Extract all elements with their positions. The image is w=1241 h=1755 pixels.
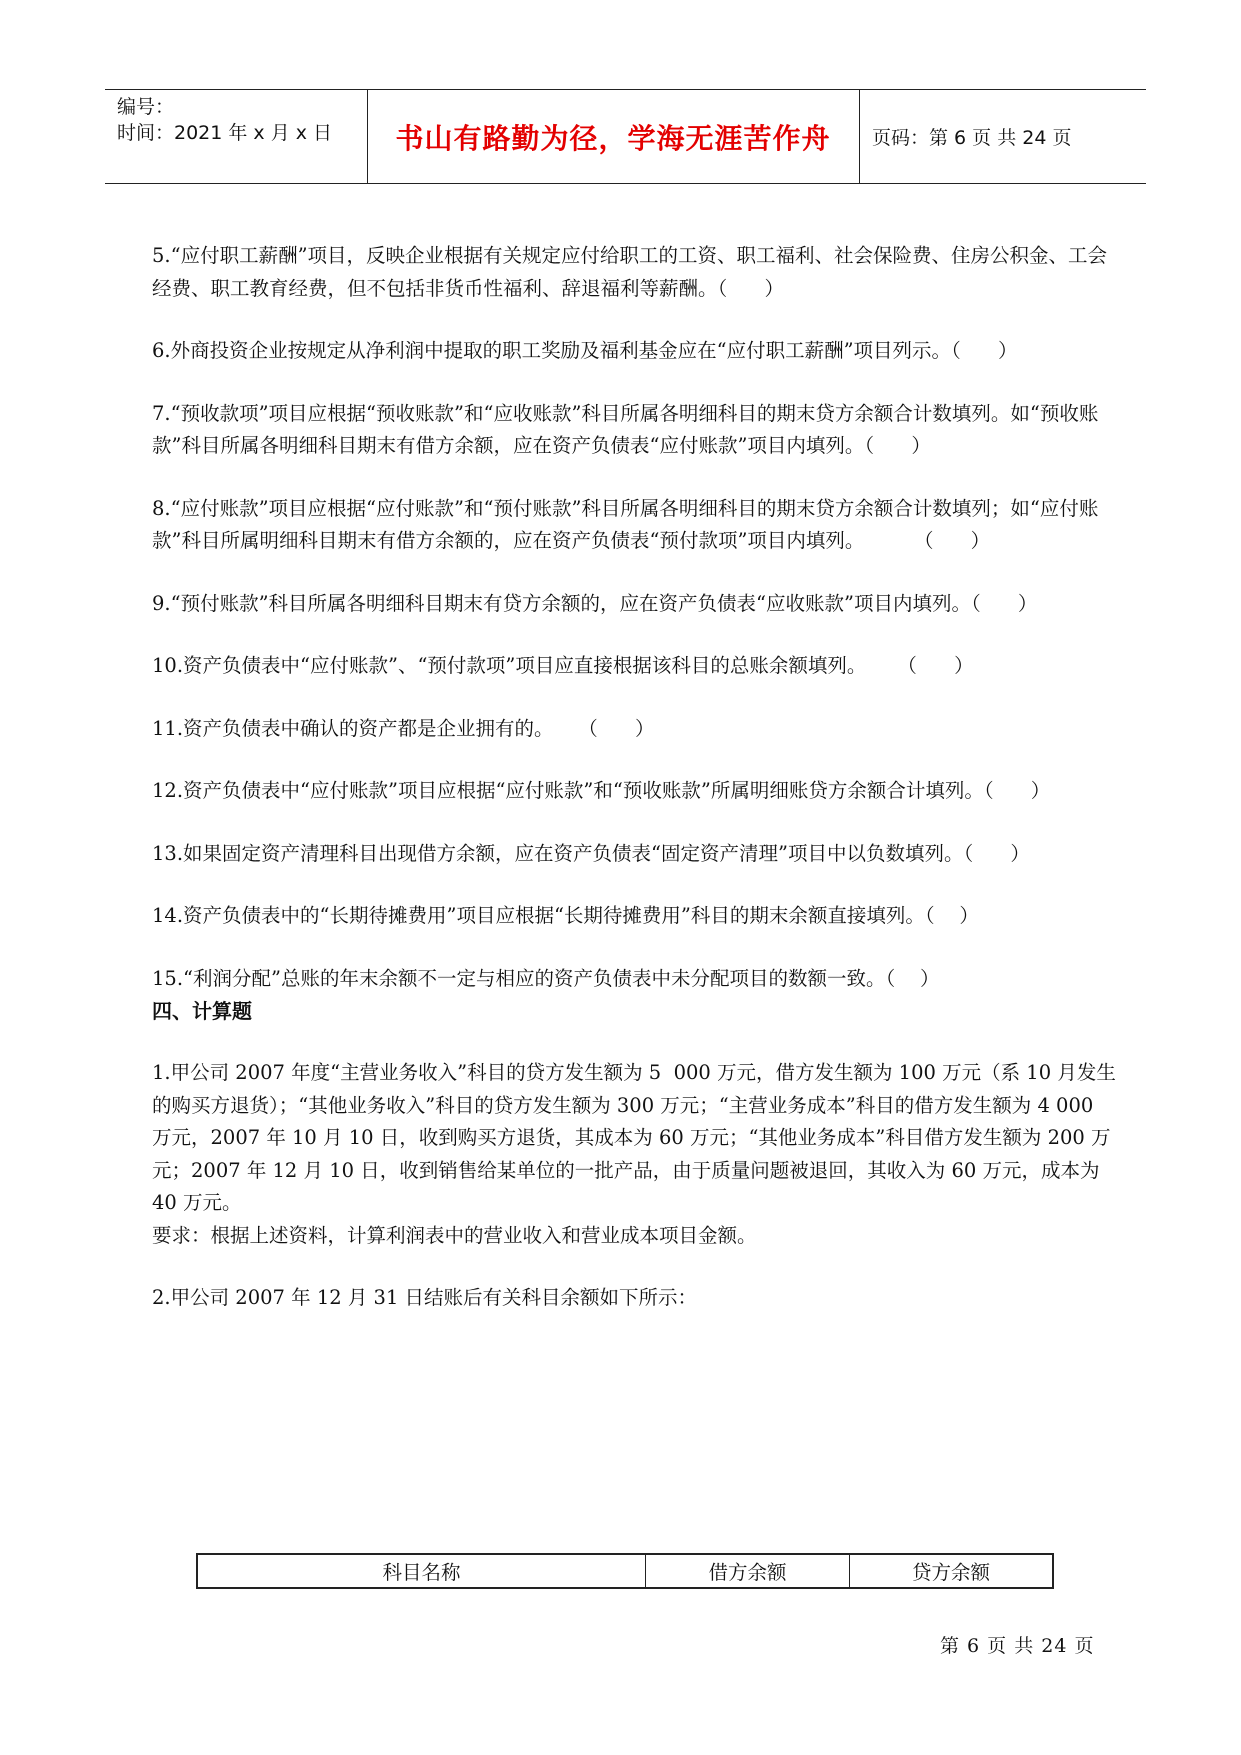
question-14: 14.资产负债表中的“长期待摊费用”项目应根据“长期待摊费用”科目的期末余额直接填列。（ ） (152, 904, 979, 927)
question-11: 11.资产负债表中确认的资产都是企业拥有的。 （ ） (152, 716, 655, 740)
table-header-cell: 贷方余额 (911, 1561, 990, 1584)
question-12: 12.资产负债表中“应付账款”项目应根据“应付账款”和“预收账款”所属明细账贷方余额合计填列。（ ） (152, 779, 1051, 802)
question-10: 10.资产负债表中“应付账款”、“预付款项”项目应直接根据该科目的总账余额填列。 （ ） (152, 654, 974, 677)
header-divider (859, 90, 860, 183)
question-5: 5.“应付职工薪酬”项目，反映企业根据有关规定应付给职工的工资、职工福利、社会保险费、住房公积金、工会经费、职工教育经费，但不包括非货币性福利、辞退福利等薪酬。（ ） (152, 244, 1108, 300)
calc-question-1: 1.甲公司 2007 年度“主营业务收入”科目的贷方发生额为 5 000 万元，借方发生额为 100 万元（系 10 月发生的购买方退货）；“其他业务收入”科目的贷方发生额为 300 万元；“主营业务成本”科目的借方发生额为 4 000 万元，2007 年 10 月 10 日，收到购买方退货，其成本为 60 万元；“其他业务成本”科目借方发生额为 200 万元；2007 年 12 月 10 日，收到销售给某单位的一批产品，由于质量问题被退回，其收入为 60 万元，成本为 40 万元。 (152, 1061, 1116, 1214)
page-footer: 第 6 页 共 24 页 (940, 1635, 1095, 1657)
table-header-cell: 科目名称 (198, 1555, 646, 1587)
header-meta (117, 94, 332, 146)
question-6: 6.外商投资企业按规定从净利润中提取的职工奖励及福利基金应在“应付职工薪酬”项目列示。（ ） (152, 339, 1018, 362)
calc-question-1-requirement: 要求：根据上述资料，计算利润表中的营业收入和营业成本项目金额。 (152, 1223, 757, 1247)
question-9: 9.“预付账款”科目所属各明细科目期末有贷方余额的，应在资产负债表“应收账款”项目内填列。（ ） (152, 591, 1038, 615)
header-page-info: 页码：第 6 页 共 24 页 (872, 127, 1072, 149)
question-13: 13.如果固定资产清理科目出现借方余额，应在资产负债表“固定资产清理”项目中以负数填列。（ ） (152, 841, 1030, 865)
header-table (105, 89, 1146, 184)
table-header-cell: 借方余额 (646, 1555, 850, 1587)
calc-question-2: 2.甲公司 2007 年 12 月 31 日结账后有关科目余额如下所示： (152, 1286, 698, 1309)
header-motto: 书山有路勤为径，学海无涯苦作舟 (395, 121, 831, 155)
question-8: 8.“应付账款”项目应根据“应付账款”和“预付账款”科目所属各明细科目的期末贷方余额合计数填列；如“应付账款”科目所属明细科目期末有借方余额的，应在资产负债表“预付款项”项目内填列。 （ ） (152, 496, 1099, 552)
number-label: 编号： (117, 96, 175, 118)
question-7: 7.“预收款项”项目应根据“预收账款”和“应收账款”科目所属各明细科目的期末贷方余额合计数填列。如“预收账款”科目所属各明细科目期末有借方余额，应在资产负债表“应付账款”项目内填列。（ ） (152, 401, 1099, 457)
balance-table-header (196, 1553, 1054, 1589)
time-label: 时间：2021 年 x 月 x 日 (117, 122, 333, 144)
section-title: 四、计算题 (152, 999, 252, 1023)
page-content (152, 240, 1117, 1315)
question-15: 15.“利润分配”总账的年末余额不一定与相应的资产负债表中未分配项目的数额一致。（ ） (152, 966, 940, 990)
